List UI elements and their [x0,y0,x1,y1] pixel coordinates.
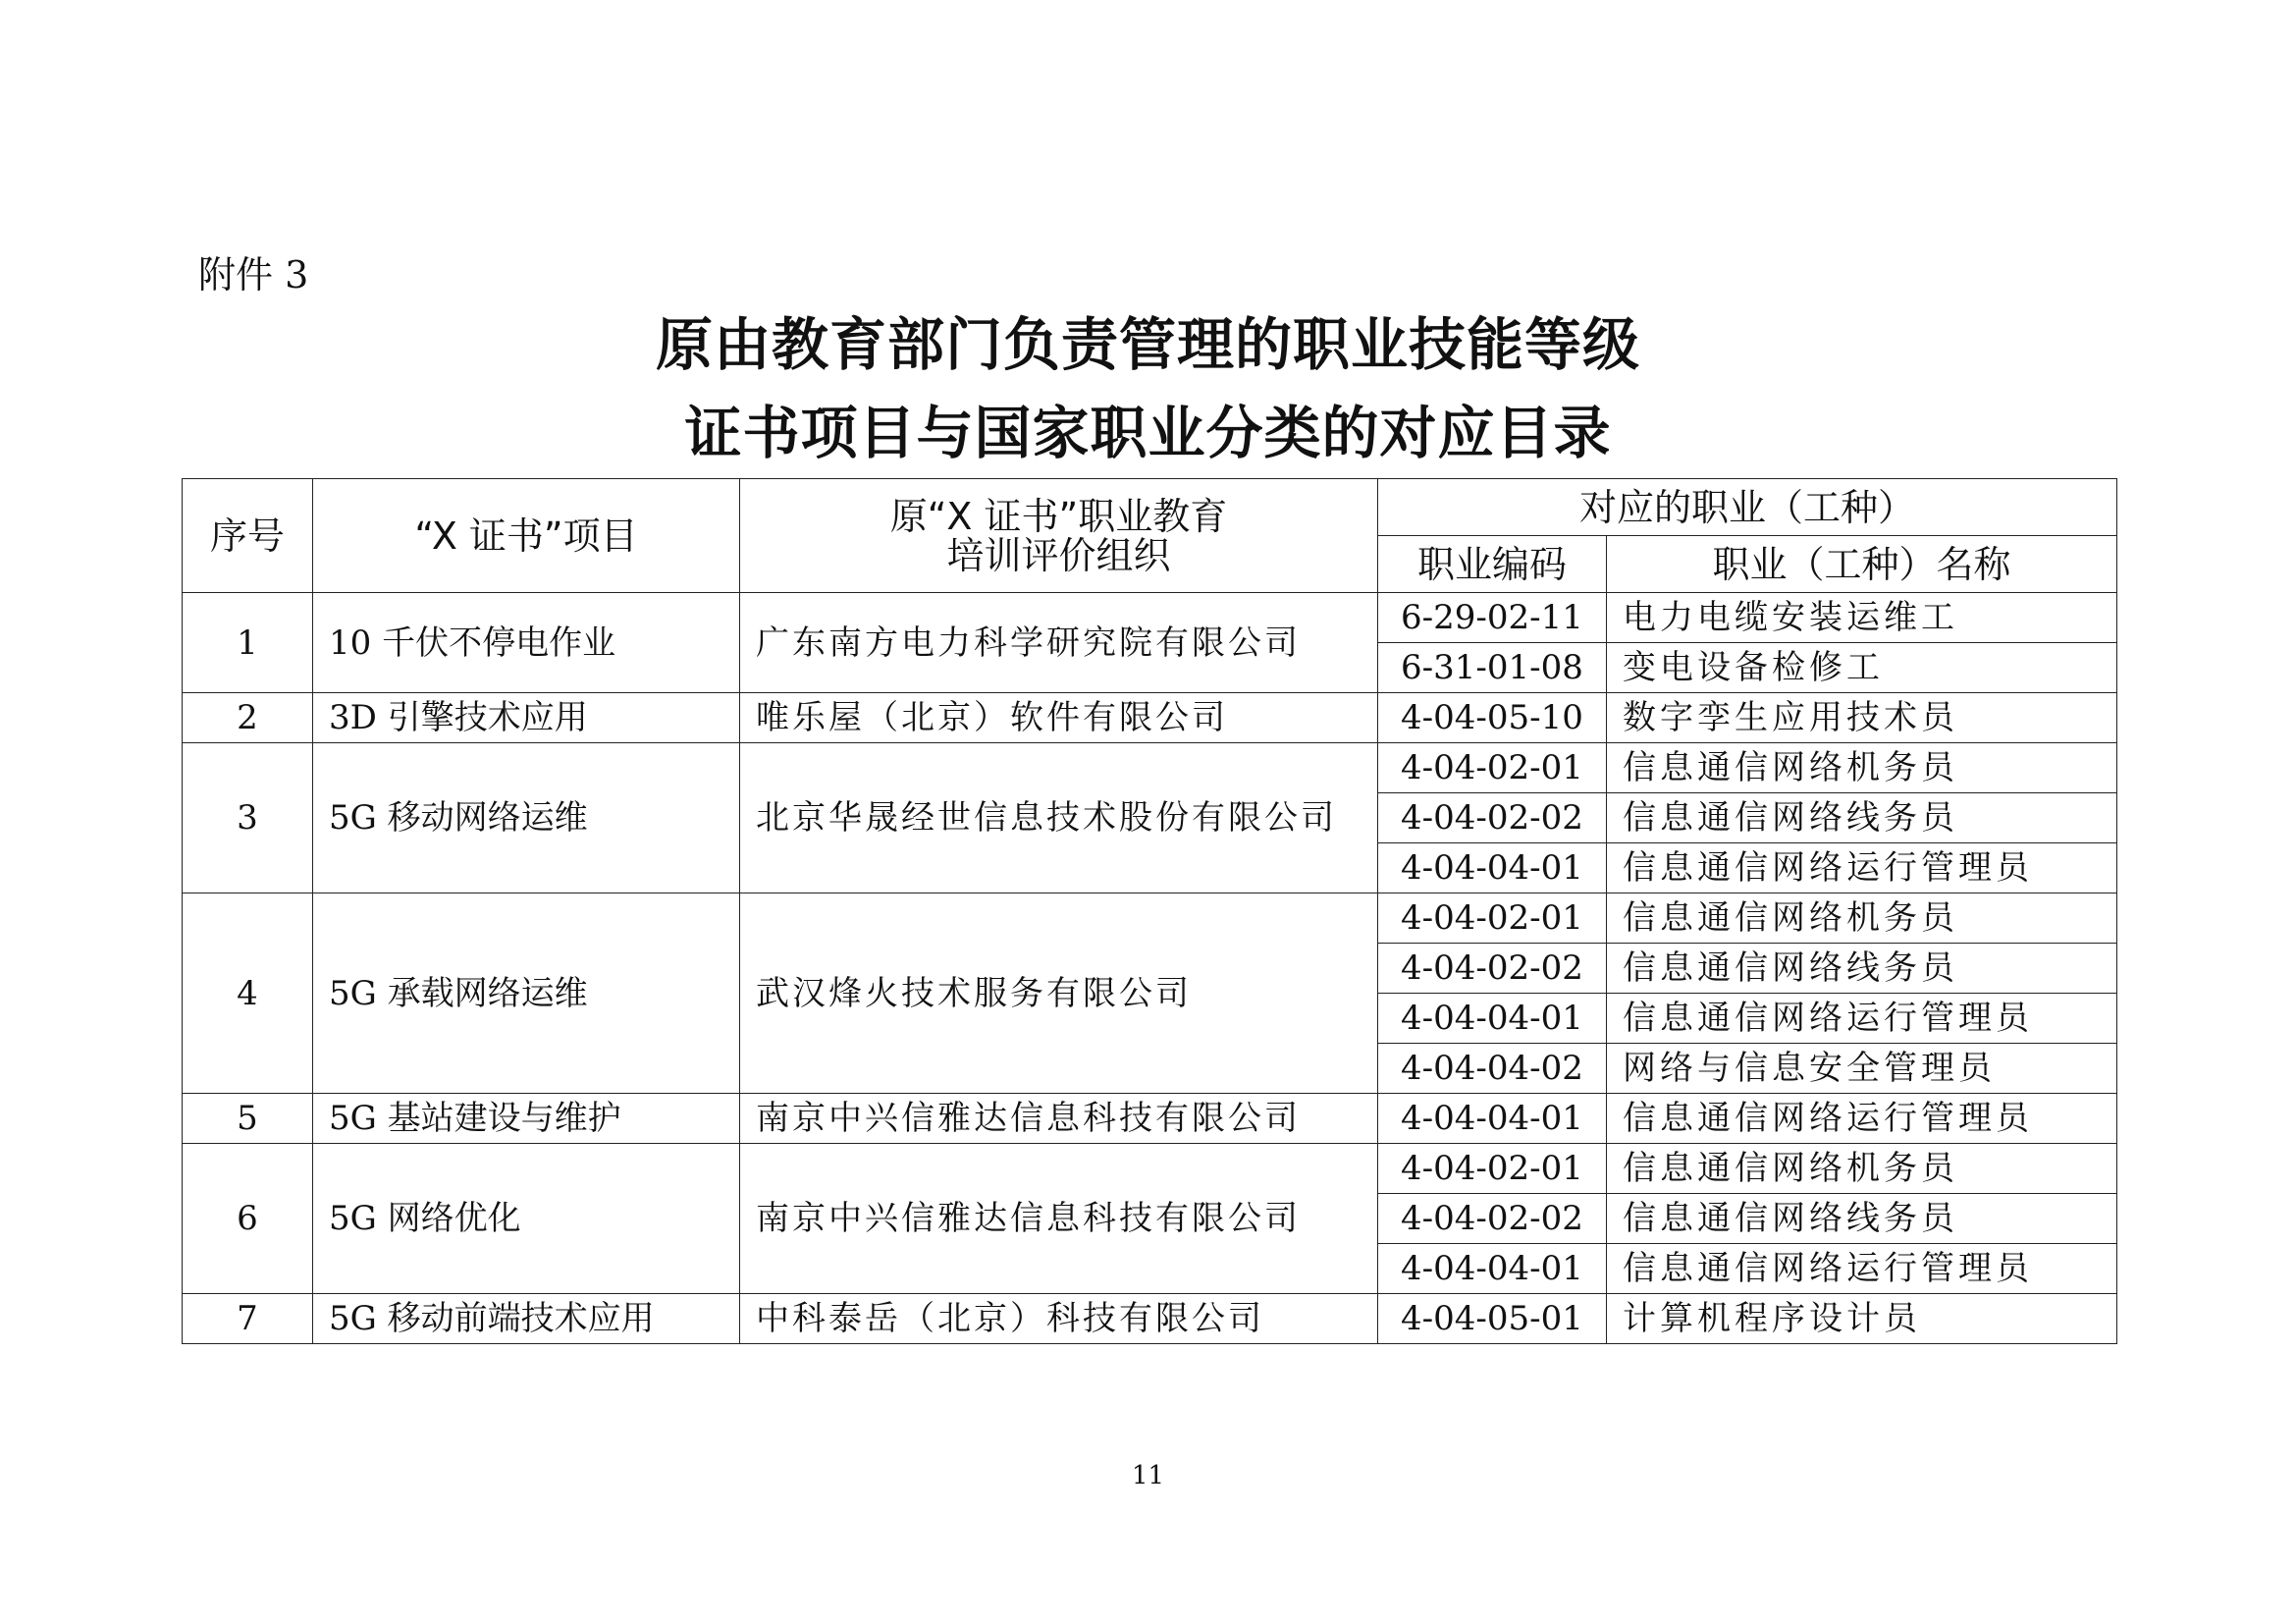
occupation-code: 4-04-02-01 [1378,1144,1607,1194]
occupation-name: 信息通信网络运行管理员 [1607,1094,2117,1144]
occupation-name: 信息通信网络机务员 [1607,893,2117,944]
header-seq: 序号 [183,479,313,593]
occupation-name: 变电设备检修工 [1607,643,2117,693]
occupation-code: 4-04-02-02 [1378,1194,1607,1244]
row-project: 5G 基站建设与维护 [313,1094,740,1144]
table-row [183,893,2117,944]
occupation-name: 信息通信网络运行管理员 [1607,994,2117,1044]
occupation-name: 电力电缆安装运维工 [1607,593,2117,643]
table-row [183,743,2117,793]
table-row [183,1094,2117,1144]
row-project: 3D 引擎技术应用 [313,693,740,743]
row-seq: 2 [183,693,313,743]
row-organization: 唯乐屋（北京）软件有限公司 [740,693,1378,743]
occupation-code: 4-04-04-01 [1378,1094,1607,1144]
occupation-code: 4-04-04-01 [1378,1244,1607,1294]
table-row [183,593,2117,643]
occupation-name: 信息通信网络机务员 [1607,743,2117,793]
table-row [183,693,2117,743]
occupation-code: 4-04-04-01 [1378,843,1607,893]
document-title-line-1: 原由教育部门负责管理的职业技能等级 [655,311,1640,378]
row-seq: 7 [183,1294,313,1344]
attachment-label: 附件 3 [198,253,309,297]
row-seq: 3 [183,743,313,893]
page-number: 11 [1131,1461,1165,1490]
occupation-code: 4-04-02-02 [1378,944,1607,994]
row-organization: 武汉烽火技术服务有限公司 [740,893,1378,1094]
occupation-code: 6-29-02-11 [1378,593,1607,643]
occupation-name: 信息通信网络线务员 [1607,793,2117,843]
occupation-code: 4-04-02-02 [1378,793,1607,843]
header-occupation-name: 职业（工种）名称 [1607,536,2117,593]
document-title-line-2: 证书项目与国家职业分类的对应目录 [684,400,1612,466]
table-row [183,1294,2117,1344]
catalog-table [182,478,2117,1344]
row-project: 5G 承载网络运维 [313,893,740,1094]
occupation-code: 4-04-02-01 [1378,743,1607,793]
occupation-code: 4-04-05-01 [1378,1294,1607,1344]
header-occupation-code: 职业编码 [1378,536,1607,593]
row-organization: 北京华晟经世信息技术股份有限公司 [740,743,1378,893]
table-header-row [183,479,2117,536]
row-project: 5G 移动前端技术应用 [313,1294,740,1344]
row-project: 10 千伏不停电作业 [313,593,740,693]
header-project: “X 证书”项目 [313,479,740,593]
occupation-code: 4-04-02-01 [1378,893,1607,944]
row-organization: 南京中兴信雅达信息科技有限公司 [740,1144,1378,1294]
occupation-name: 信息通信网络机务员 [1607,1144,2117,1194]
occupation-code: 6-31-01-08 [1378,643,1607,693]
row-seq: 6 [183,1144,313,1294]
occupation-name: 网络与信息安全管理员 [1607,1044,2117,1094]
occupation-code: 4-04-04-02 [1378,1044,1607,1094]
occupation-name: 数字孪生应用技术员 [1607,693,2117,743]
row-organization: 南京中兴信雅达信息科技有限公司 [740,1094,1378,1144]
header-occupation-group: 对应的职业（工种） [1378,479,2117,536]
occupation-name: 信息通信网络运行管理员 [1607,843,2117,893]
header-org-line-1: 原“X 证书”职业教育 [889,494,1228,538]
occupation-name: 计算机程序设计员 [1607,1294,2117,1344]
row-organization: 中科泰岳（北京）科技有限公司 [740,1294,1378,1344]
row-seq: 5 [183,1094,313,1144]
occupation-name: 信息通信网络线务员 [1607,1194,2117,1244]
row-project: 5G 网络优化 [313,1144,740,1294]
row-organization: 广东南方电力科学研究院有限公司 [740,593,1378,693]
occupation-code: 4-04-05-10 [1378,693,1607,743]
row-seq: 1 [183,593,313,693]
header-org-line-2: 培训评价组织 [946,533,1171,577]
occupation-name: 信息通信网络线务员 [1607,944,2117,994]
header-organization [740,479,1378,593]
occupation-code: 4-04-04-01 [1378,994,1607,1044]
occupation-name: 信息通信网络运行管理员 [1607,1244,2117,1294]
row-seq: 4 [183,893,313,1094]
table-row [183,1144,2117,1194]
row-project: 5G 移动网络运维 [313,743,740,893]
